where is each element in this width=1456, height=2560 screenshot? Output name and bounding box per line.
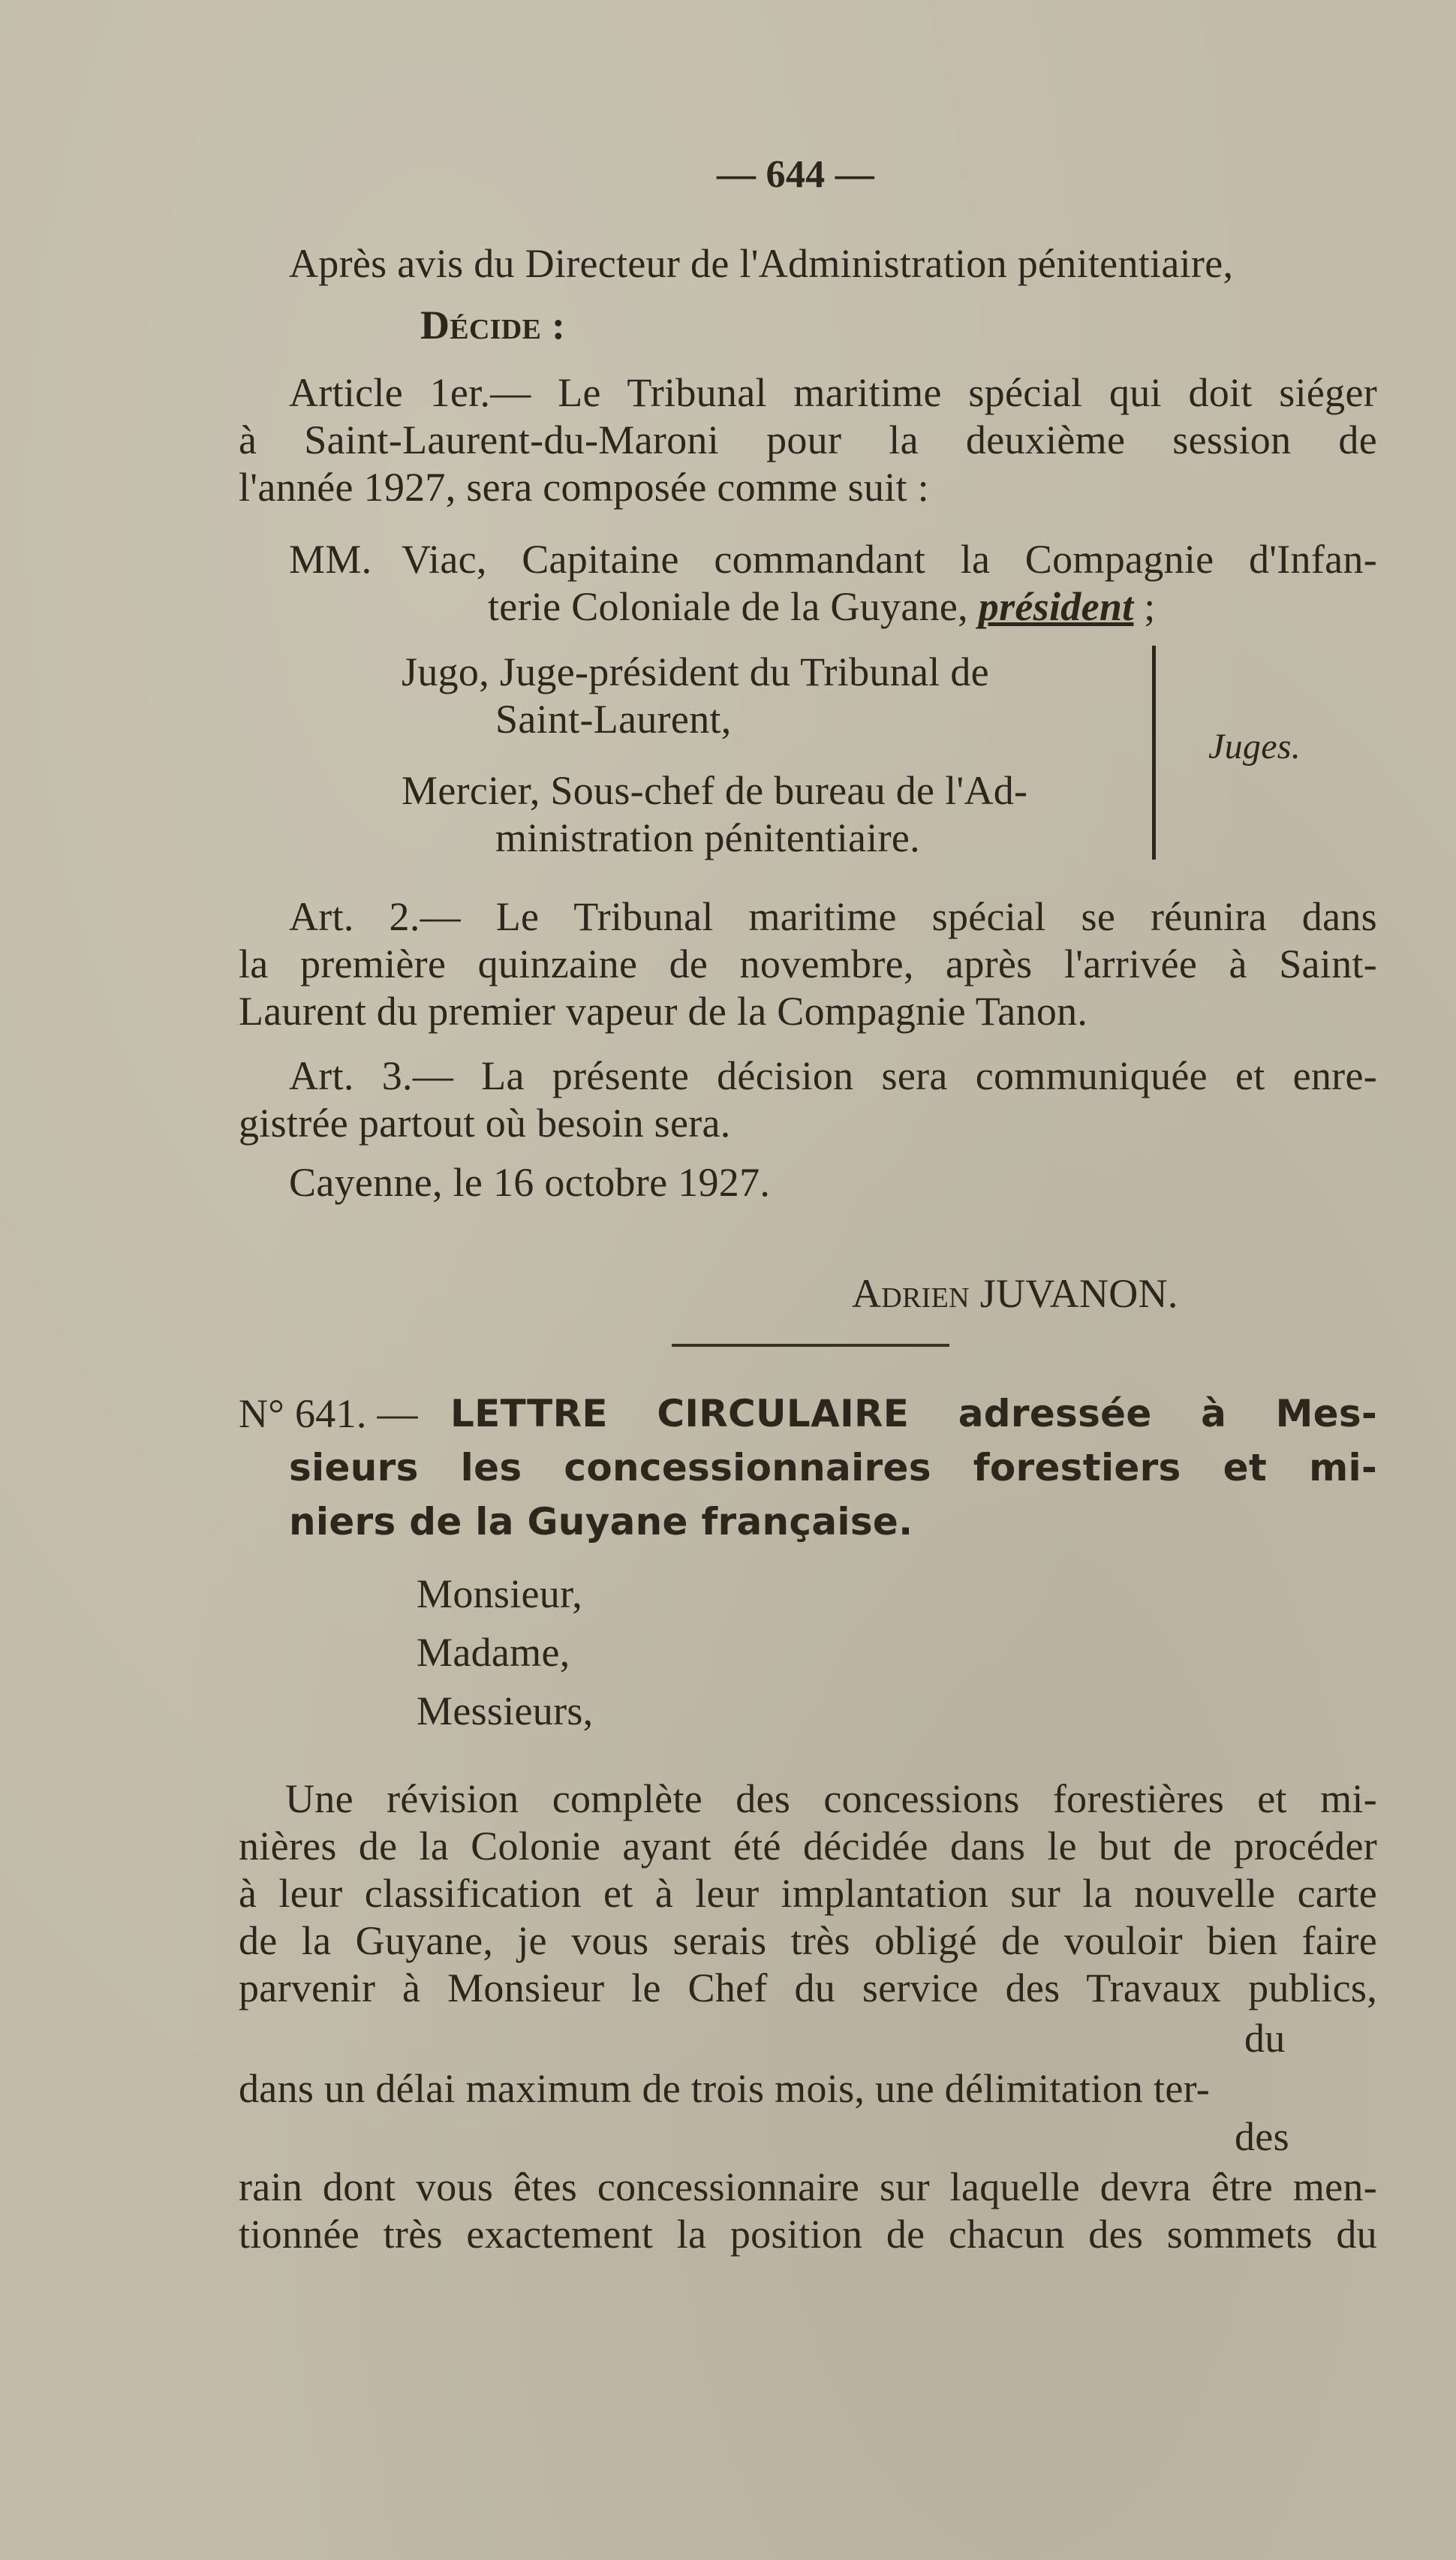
body-line-4: de la Guyane, je vous serais très obligé de vouloir bien faire — [239, 1918, 1377, 1963]
letter-heading-line-1: LETTRE CIRCULAIRE adressée à Mes- — [450, 1392, 1377, 1435]
judges-brace — [1152, 646, 1156, 860]
article2-line-3: Laurent du premier vapeur de la Compagnie Tanon. — [239, 989, 1088, 1034]
salutation-madame: Madame, — [417, 1630, 570, 1675]
body-line-6: dans un délai maximum de trois mois, une délimitation ter- — [239, 2066, 1211, 2111]
letter-heading-line-2: sieurs les concessionnaires forestiers et mi- — [289, 1446, 1377, 1489]
body-line-8: tionnée très exactement la position de chacun des sommets du — [239, 2212, 1377, 2257]
letter-number: N° 641. — — [239, 1391, 418, 1436]
article1-line-3: l'année 1927, sera composée comme suit : — [239, 465, 929, 510]
intro-line: Après avis du Directeur de l'Administration pénitentiaire, — [289, 241, 1234, 286]
body-line-5: parvenir à Monsieur le Chef du service des Travaux publics, — [239, 1965, 1377, 2010]
article3-line-1: Art. 3.— La présente décision sera communiquée et enre- — [289, 1053, 1377, 1098]
judges-label: Juges. — [1208, 727, 1301, 766]
member-jugo-line-2: Saint-Laurent, — [495, 697, 732, 742]
article2-line-2: la première quinzaine de novembre, après l'arrivée à Saint- — [239, 941, 1377, 986]
body-line-7: rain dont vous êtes concessionnaire sur laquelle devra être men- — [239, 2164, 1377, 2209]
member-mercier-line-2: ministration pénitentiaire. — [495, 815, 920, 860]
body-insert-des: des — [1235, 2114, 1289, 2159]
article1-line-2: à Saint-Laurent-du-Maroni pour la deuxième session de — [239, 417, 1377, 462]
body-line-1: Une révision complète des concessions forestières et mi- — [285, 1776, 1377, 1821]
member-jugo-line-1: Jugo, Juge-président du Tribunal de — [402, 649, 989, 694]
member-viac-line-2: terie Coloniale de la Guyane, président ; — [488, 584, 1156, 629]
body-insert-du: du — [1244, 2016, 1286, 2061]
decide-heading: Décide : — [420, 303, 566, 348]
salutation-messieurs: Messieurs, — [417, 1688, 594, 1733]
body-line-3: à leur classification et à leur implantation sur la nouvelle carte — [239, 1871, 1377, 1916]
letter-heading-line-3: niers de la Guyane française. — [289, 1500, 913, 1544]
salutation-monsieur: Monsieur, — [417, 1571, 583, 1616]
president-role: président — [978, 584, 1134, 629]
article3-line-2: gistrée partout où besoin sera. — [239, 1101, 731, 1146]
mm-label: MM. — [289, 537, 372, 582]
signature: Adrien JUVANON. — [852, 1271, 1178, 1316]
article2-line-1: Art. 2.— Le Tribunal maritime spécial se réunira dans — [289, 894, 1377, 939]
member-mercier-line-1: Mercier, Sous-chef de bureau de l'Ad- — [402, 768, 1028, 813]
separator-rule — [672, 1344, 949, 1347]
article1-line-1: Article 1er.— Le Tribunal maritime spécial qui doit siéger — [289, 370, 1377, 415]
place-date: Cayenne, le 16 octobre 1927. — [289, 1160, 771, 1205]
body-line-2: nières de la Colonie ayant été décidée dans le but de procéder — [239, 1824, 1377, 1869]
page-number: — 644 — — [716, 153, 875, 196]
member-viac-line-1: Viac, Capitaine commandant la Compagnie d'Infan- — [402, 537, 1377, 582]
